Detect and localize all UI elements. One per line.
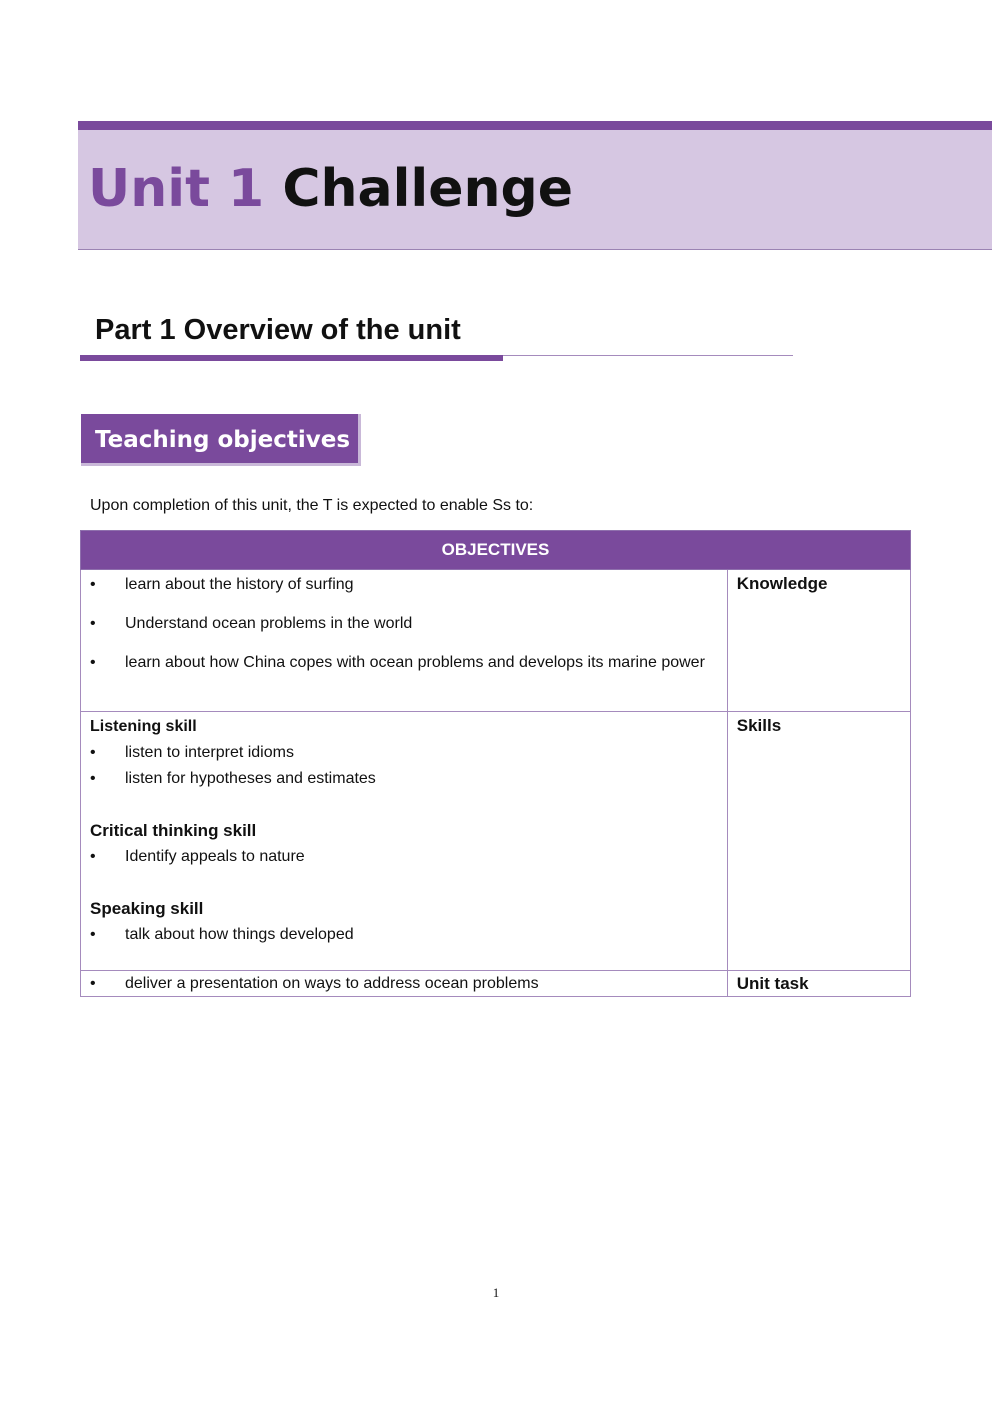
section-title: Teaching objectives <box>95 427 351 453</box>
part-heading: Part 1 Overview of the unit <box>95 314 461 346</box>
knowledge-objectives-cell <box>81 570 728 712</box>
skills-category-cell <box>727 712 910 971</box>
objectives-header: OBJECTIVES <box>81 531 911 570</box>
knowledge-item-text: learn about the history of surfing <box>125 576 354 593</box>
category-unit-task: Unit task <box>736 974 809 993</box>
unit-task-item-text: deliver a presentation on ways to address ocean problems <box>125 975 539 992</box>
list-item <box>90 650 719 676</box>
list-item <box>90 922 719 948</box>
part-heading-rule <box>503 355 793 356</box>
listening-skill-list <box>90 740 719 792</box>
bullet-icon: • <box>90 576 96 593</box>
list-item <box>90 766 719 792</box>
category-skills: Skills <box>736 716 782 735</box>
table-row-skills <box>81 712 911 971</box>
page-number: 1 <box>492 1285 500 1300</box>
bullet-icon: • <box>90 770 96 787</box>
bullet-icon: • <box>90 744 96 761</box>
unit-name: Challenge <box>282 159 574 219</box>
critical-thinking-skill-list <box>90 844 719 870</box>
bullet-icon: • <box>90 926 96 943</box>
list-item <box>90 611 719 637</box>
unit-title <box>88 153 573 225</box>
unit-task-category-cell <box>727 971 910 997</box>
spacer <box>90 792 719 818</box>
intro-text: Upon completion of this unit, the T is expected to enable Ss to: <box>90 497 534 514</box>
bullet-icon: • <box>90 654 96 671</box>
knowledge-category-cell <box>727 570 910 712</box>
objectives-table <box>80 530 911 997</box>
knowledge-item-text: Understand ocean problems in the world <box>125 615 413 632</box>
list-item <box>90 740 719 766</box>
unit-number: Unit 1 <box>88 159 265 219</box>
listening-item-text: listen to interpret idioms <box>125 744 294 761</box>
spacer <box>90 870 719 896</box>
critical-thinking-skill-heading: Critical thinking skill <box>90 821 257 840</box>
bullet-icon: • <box>90 975 96 992</box>
list-item <box>90 972 719 996</box>
bullet-icon: • <box>90 615 96 632</box>
list-item <box>90 572 719 598</box>
knowledge-item-text: learn about how China copes with ocean problems and develops its marine power <box>125 654 705 671</box>
table-row-knowledge <box>81 570 911 712</box>
critical-item-text: Identify appeals to nature <box>125 848 305 865</box>
unit-task-list <box>90 972 719 996</box>
category-knowledge: Knowledge <box>736 574 828 593</box>
part-heading-underline <box>80 355 503 361</box>
table-row-unit-task <box>81 971 911 997</box>
skills-objectives-cell <box>81 712 728 971</box>
unit-task-objective-cell <box>81 971 728 997</box>
speaking-skill-list <box>90 922 719 948</box>
bullet-icon: • <box>90 848 96 865</box>
listening-skill-heading: Listening skill <box>90 718 197 735</box>
listening-item-text: listen for hypotheses and estimates <box>125 770 376 787</box>
list-item <box>90 844 719 870</box>
speaking-skill-heading: Speaking skill <box>90 899 204 918</box>
speaking-item-text: talk about how things developed <box>125 926 354 943</box>
unit-banner-top-bar <box>78 121 992 130</box>
knowledge-list <box>90 572 719 676</box>
